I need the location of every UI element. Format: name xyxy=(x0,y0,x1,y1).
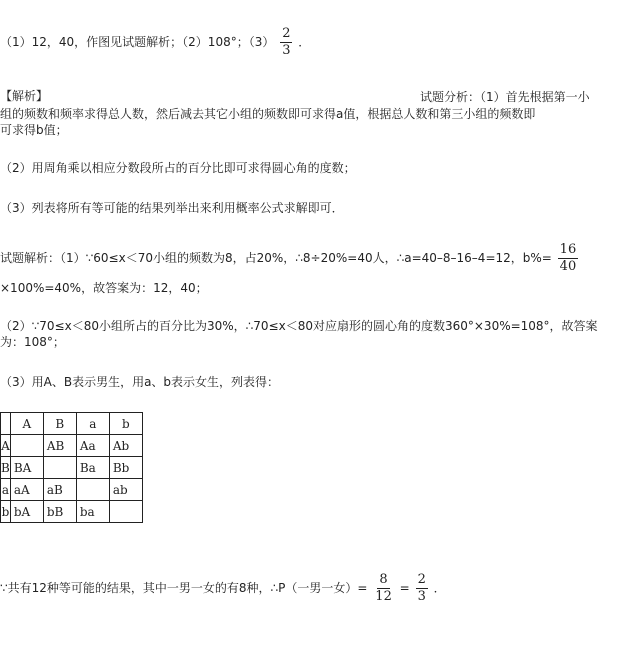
table-cell: BA xyxy=(10,457,43,479)
fraction-numerator: 8 xyxy=(379,572,388,587)
solution-line-1b: ×100%=40%，故答案为：12，40； xyxy=(0,281,208,295)
answer-end: ． xyxy=(298,35,311,49)
table-cell: Bb xyxy=(109,457,142,479)
table-cell: a xyxy=(76,413,109,435)
analysis-header: 【解析】 xyxy=(0,89,49,103)
conclusion-end: ． xyxy=(433,581,446,595)
table-cell: AB xyxy=(43,435,76,457)
analysis-paragraph-3: （3）列表将所有等可能的结果列举出来利用概率公式求解即可． xyxy=(0,201,344,215)
table-cell: B xyxy=(43,413,76,435)
answer-line xyxy=(0,26,310,59)
fraction-denominator: 12 xyxy=(375,589,392,604)
table-row xyxy=(1,479,143,501)
table-cell: b xyxy=(1,501,11,523)
table-cell: b xyxy=(109,413,142,435)
table-cell: A xyxy=(10,413,43,435)
conclusion-line xyxy=(0,572,446,605)
table-cell: bA xyxy=(10,501,43,523)
fraction-numerator: 16 xyxy=(559,242,577,257)
fraction-numerator: 2 xyxy=(282,26,291,41)
solution-line-1-text: 试题解析：（1）∵60≤x＜70小组的频数为8，占20%，∴8÷20%=40人，∴a=40–8–16–4=12，b%= xyxy=(0,251,552,265)
solution-fraction-1 xyxy=(558,242,579,275)
table-cell: a xyxy=(1,479,11,501)
table-cell: bB xyxy=(43,501,76,523)
table-cell: A xyxy=(1,435,11,457)
solution-line-2b: 为：108°； xyxy=(0,335,65,349)
analysis-right-text: 试题分析：（1）首先根据第一小 xyxy=(420,90,590,104)
table-cell: Aa xyxy=(76,435,109,457)
table-cell xyxy=(76,479,109,501)
fraction-denominator: 40 xyxy=(559,259,577,274)
table-cell xyxy=(1,413,11,435)
answer-fraction xyxy=(280,26,292,59)
table-cell xyxy=(10,435,43,457)
table-row xyxy=(1,501,143,523)
table-cell xyxy=(109,501,142,523)
table-row xyxy=(1,413,143,435)
analysis-line-3: 可求得b值； xyxy=(0,123,68,137)
solution-line-3: （3）用A、B表示男生，用a、b表示女生，列表得： xyxy=(0,375,280,389)
conclusion-fraction-1 xyxy=(373,572,394,605)
solution-line-1 xyxy=(0,242,580,275)
fraction-numerator: 2 xyxy=(417,572,426,587)
table-cell: aA xyxy=(10,479,43,501)
table-cell: Ba xyxy=(76,457,109,479)
fraction-denominator: 3 xyxy=(417,589,426,604)
table-row xyxy=(1,435,143,457)
table-cell xyxy=(43,457,76,479)
conclusion-fraction-2 xyxy=(416,572,428,605)
answer-text: （1）12，40，作图见试题解析；（2）108°；（3） xyxy=(0,35,275,49)
equals-sign: = xyxy=(399,581,410,595)
conclusion-text: ∵共有12种等可能的结果，其中一男一女的有8种，∴P（一男一女）= xyxy=(0,581,368,595)
analysis-line-2: 组的频数和频率求得总人数，然后减去其它小组的频数即可求得a值，根据总人数和第三小组的频数即 xyxy=(0,107,536,121)
table-cell: Ab xyxy=(109,435,142,457)
outcome-table xyxy=(0,412,143,523)
analysis-paragraph-2: （2）用周角乘以相应分数段所占的百分比即可求得圆心角的度数； xyxy=(0,161,356,175)
table-row xyxy=(1,457,143,479)
solution-line-2a: （2）∵70≤x＜80小组所占的百分比为30%，∴70≤x＜80对应扇形的圆心角的度数360°×30%=108°，故答案 xyxy=(0,319,598,333)
table-cell: B xyxy=(1,457,11,479)
fraction-denominator: 3 xyxy=(282,43,291,58)
table-cell: ab xyxy=(109,479,142,501)
table-cell: aB xyxy=(43,479,76,501)
table-cell: ba xyxy=(76,501,109,523)
